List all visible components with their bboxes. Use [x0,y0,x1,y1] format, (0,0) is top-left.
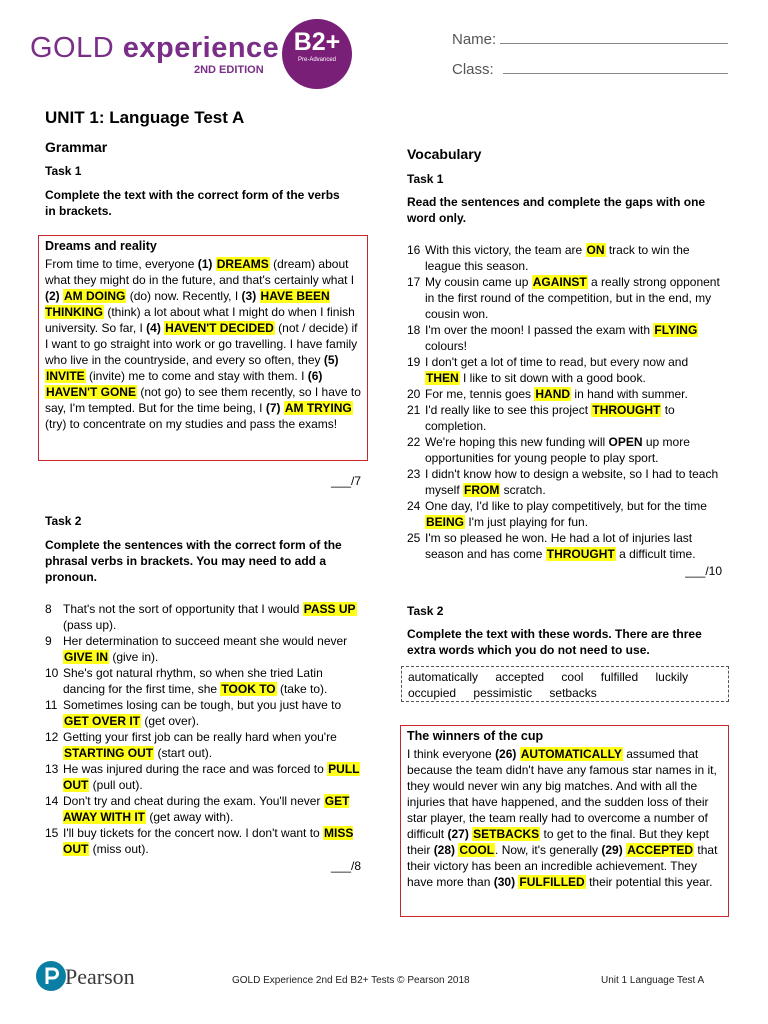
vocabulary-heading: Vocabulary [407,146,482,162]
question-21: 21 I'd really like to see this project THROUGHT to completion. [407,403,675,433]
name-field[interactable] [500,43,728,44]
word-bank-item: automatically [408,670,479,684]
publisher-name: Pearson [65,964,135,989]
dreams-text-box [38,235,368,461]
question-10: 10 She's got natural rhythm, so when she tried Latin dancing for the first time, she TOOK TO (take to). [45,666,328,696]
page-title: UNIT 1: Language Test A [45,108,245,127]
dreams-text: From time to time, everyone (1) DREAMS (dream) about what they might do in the future, and that's certainly what I (2) AM DOING (do) now. Recently, I (3) HAVE BEEN THINKING (think) a lot about what I might do when I finish university. So far, I (4) HAVEN'T DECIDED (not / decide) if I want to go straight into work or go travelling. I have family who live in the countryside, and every so often, they (5) INVITE (invite) me to come and stay with them. I (6) HAVEN'T GONE (not go) to see them recently, so I have to say, I'm tempted. But for the time being, I (7) AM TRYING (try) to concentrate on my studies and pass the exams! [45,257,361,431]
winners-text-box [400,725,729,917]
brand-experience: experience [122,32,280,64]
level-text: B2+ [293,28,341,56]
word-bank-item: pessimistic [473,686,533,700]
level-sub: Pre-Advanced [297,57,337,63]
grammar-task2-label: Task 2 [45,514,82,528]
name-label: Name: [452,31,497,48]
grammar-task1-instruction: Complete the text with the correct form of the verbs in brackets. [45,188,340,218]
footer-right: Unit 1 Language Test A [601,975,705,986]
grammar-heading: Grammar [45,139,108,155]
pearson-logo-icon [36,961,66,991]
question-25: 25 I'm so pleased he won. He had a lot of injuries last season and has come THROUGHT a difficult time. [407,531,696,561]
question-13: 13 He was injured during the race and was forced to PULL OUT (pull out). [45,762,360,792]
brand-gold: GOLD [30,32,115,64]
question-8: 8 That's not the sort of opportunity that I would PASS UP (pass up). [45,602,356,632]
brand-logo [30,32,279,65]
grammar-task2-list [45,601,365,857]
word-bank-item: occupied [408,686,457,700]
word-bank-item: luckily [655,670,689,684]
grammar-task2-score: ___/8 [330,859,361,873]
question-12: 12 Getting your first job can be really hard when you're STARTING OUT (start out). [45,730,337,760]
vocab-task1-list [407,242,725,562]
vocab-task1-instruction: Read the sentences and complete the gaps with one word only. [407,195,706,225]
winners-text: I think everyone (26) AUTOMATICALLY assumed that because the team didn't have any famous star names in it, they would never win any big matches. And with all the injuries that have happened, and the sudden loss of their star player, the team really had to overcome a number of difficult (27) SETBACKS to get to the final. But they kept their (28) COOL. Now, it's generally (29) ACCEPTED that their victory has been an incredible achievement. They have more than (30) FULFILLED their potential this year. [407,747,718,889]
grammar-task1-score: ___/7 [330,474,361,488]
question-17: 17 My cousin came up AGAINST a really strong opponent in the first round of the competition, but in the end, my cousin won. [407,275,720,321]
word-bank-item: setbacks [549,686,597,700]
word-bank-item: cool [561,670,584,684]
question-18: 18 I'm over the moon! I passed the exam with FLYING colours! [407,323,698,353]
question-9: 9 Her determination to succeed meant she would never GIVE IN (give in). [45,634,348,664]
vocab-task2-instruction: Complete the text with these words. There are three extra words which you do not need to use. [407,627,702,657]
edition-label: 2ND EDITION [194,64,264,76]
word-bank [401,666,729,702]
question-15: 15 I'll buy tickets for the concert now. I don't want to MISS OUT (miss out). [45,826,354,856]
class-field[interactable] [503,73,728,74]
vocab-task1-label: Task 1 [407,172,444,186]
grammar-task2-instruction: Complete the sentences with the correct form of the phrasal verbs in brackets. You may need to add a pronoun. [45,538,342,584]
winners-box-title: The winners of the cup [407,729,544,743]
question-19: 19 I don't get a lot of time to read, but every now and THEN I like to sit down with a good book. [407,355,689,385]
question-23: 23 I didn't know how to design a website, so I had to teach myself FROM scratch. [407,467,719,497]
footer-center: GOLD Experience 2nd Ed B2+ Tests © Pearson 2018 [232,975,470,986]
dreams-box-title: Dreams and reality [45,239,157,253]
question-22: 22 We're hoping this new funding will OPEN up more opportunities for young people to play sport. [407,435,690,465]
word-bank-item: accepted [495,670,545,684]
question-11: 11 Sometimes losing can be tough, but you just have to GET OVER IT (get over). [45,698,342,728]
question-20: 20 For me, tennis goes HAND in hand with summer. [407,387,688,401]
question-24: 24 One day, I'd like to play competitively, but for the time BEING I'm just playing for fun. [407,499,707,529]
level-badge [282,19,352,89]
question-16: 16 With this victory, the team are ON track to win the league this season. [407,243,690,273]
grammar-task1-label: Task 1 [45,164,82,178]
question-14: 14 Don't try and cheat during the exam. You'll never GET AWAY WITH IT (get away with). [45,794,350,824]
vocab-task2-label: Task 2 [407,604,444,618]
word-bank-item: fulfilled [600,670,639,684]
class-label: Class: [452,61,494,78]
vocab-task1-score: ___/10 [685,564,722,578]
